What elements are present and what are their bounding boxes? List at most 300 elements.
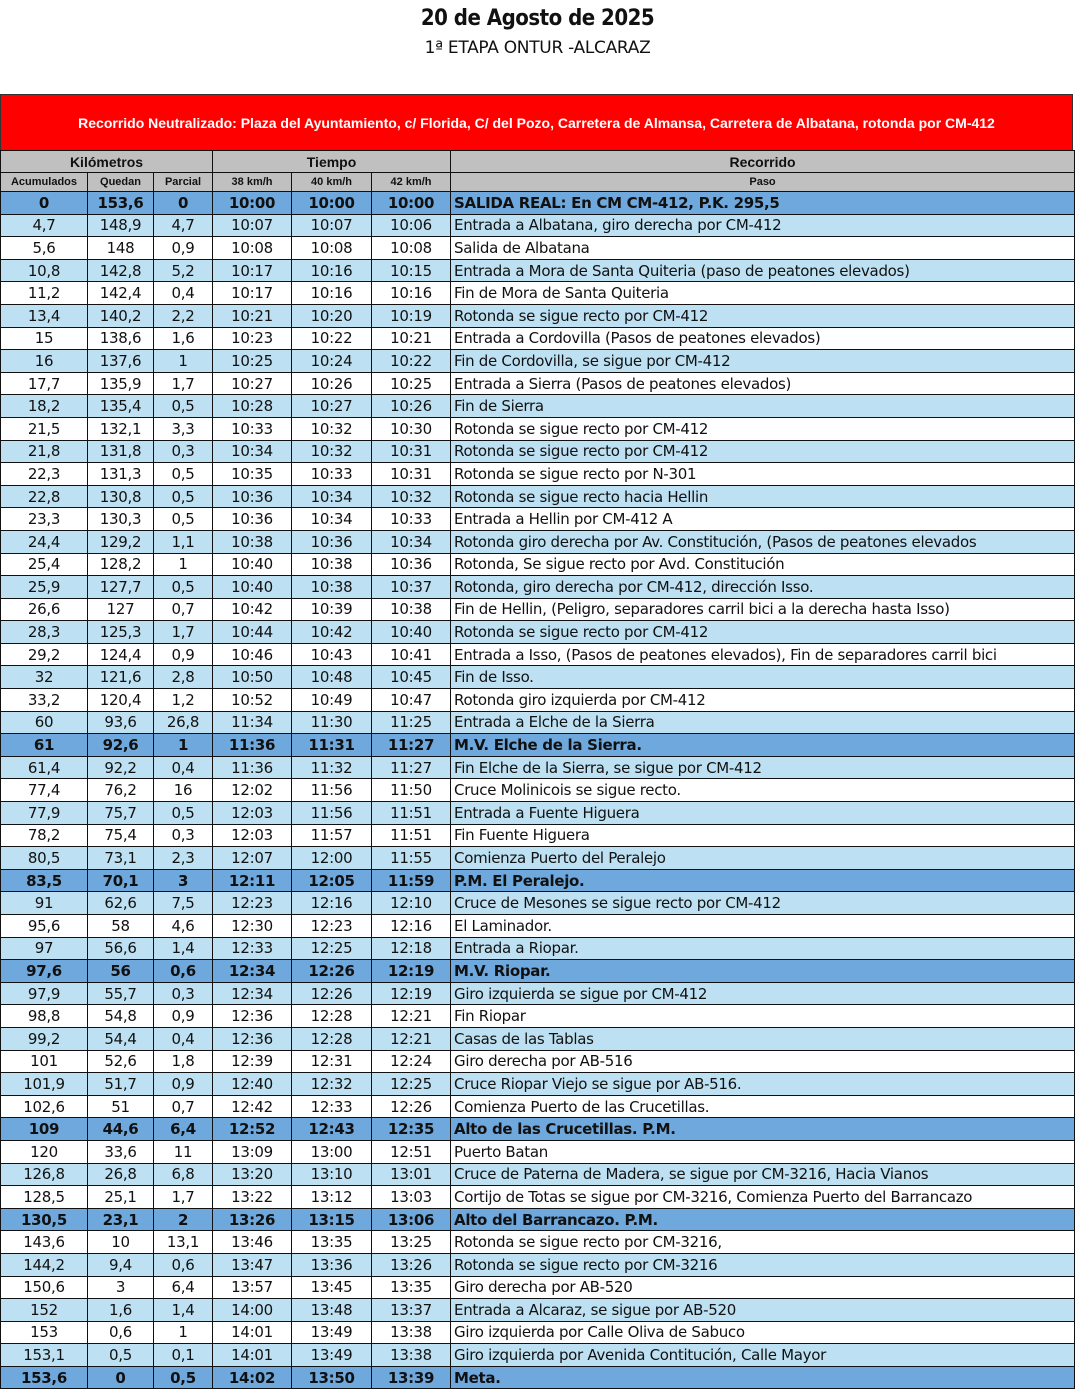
time-38kmh-cell: 10:07 xyxy=(213,214,292,237)
time-38kmh-cell: 13:57 xyxy=(213,1276,292,1299)
km-parcial-cell: 0,5 xyxy=(154,1366,213,1389)
time-40kmh-cell: 10:16 xyxy=(292,259,372,282)
time-38kmh-cell: 12:23 xyxy=(213,892,292,915)
km-quedan-cell: 0 xyxy=(88,1366,154,1389)
paso-description-cell: Rotonda se sigue recto por CM-3216, xyxy=(451,1231,1075,1254)
km-parcial-cell: 0,5 xyxy=(154,463,213,486)
paso-description-cell: Entrada a Hellin por CM-412 A xyxy=(451,508,1075,531)
km-acumulados-cell: 91 xyxy=(1,892,88,915)
time-42kmh-cell: 11:51 xyxy=(372,802,451,825)
km-acumulados-cell: 78,2 xyxy=(1,824,88,847)
column-header-acumulados: Acumulados xyxy=(1,173,88,192)
time-40kmh-cell: 12:28 xyxy=(292,1027,372,1050)
time-42kmh-cell: 11:55 xyxy=(372,847,451,870)
km-acumulados-cell: 97,9 xyxy=(1,982,88,1005)
time-40kmh-cell: 10:34 xyxy=(292,508,372,531)
paso-description-cell: SALIDA REAL: En CM CM-412, P.K. 295,5 xyxy=(451,192,1075,215)
table-row xyxy=(1,440,1075,463)
paso-description-cell: Comienza Puerto de las Crucetillas. xyxy=(451,1095,1075,1118)
table-row xyxy=(1,666,1075,689)
table-row xyxy=(1,327,1075,350)
table-row-highlight xyxy=(1,960,1075,983)
time-38kmh-cell: 10:42 xyxy=(213,598,292,621)
time-38kmh-cell: 10:28 xyxy=(213,395,292,418)
time-38kmh-cell: 14:01 xyxy=(213,1321,292,1344)
time-40kmh-cell: 10:16 xyxy=(292,282,372,305)
km-quedan-cell: 58 xyxy=(88,915,154,938)
km-acumulados-cell: 98,8 xyxy=(1,1005,88,1028)
time-40kmh-cell: 13:49 xyxy=(292,1321,372,1344)
paso-description-cell: Fin de Mora de Santa Quiteria xyxy=(451,282,1075,305)
paso-description-cell: Cruce de Paterna de Madera, se sigue por CM-3216, Hacia Vianos xyxy=(451,1163,1075,1186)
km-acumulados-cell: 144,2 xyxy=(1,1253,88,1276)
time-42kmh-cell: 10:31 xyxy=(372,463,451,486)
time-42kmh-cell: 10:38 xyxy=(372,598,451,621)
km-quedan-cell: 92,6 xyxy=(88,734,154,757)
km-acumulados-cell: 10,8 xyxy=(1,259,88,282)
time-40kmh-cell: 12:43 xyxy=(292,1118,372,1141)
time-38kmh-cell: 10:27 xyxy=(213,372,292,395)
km-acumulados-cell: 95,6 xyxy=(1,915,88,938)
table-row xyxy=(1,689,1075,712)
paso-description-cell: Entrada a Elche de la Sierra xyxy=(451,711,1075,734)
paso-description-cell: Cruce Molinicois se sigue recto. xyxy=(451,779,1075,802)
km-acumulados-cell: 150,6 xyxy=(1,1276,88,1299)
km-quedan-cell: 135,9 xyxy=(88,372,154,395)
km-quedan-cell: 44,6 xyxy=(88,1118,154,1141)
route-table-body xyxy=(1,192,1075,1389)
time-40kmh-cell: 11:30 xyxy=(292,711,372,734)
table-row xyxy=(1,643,1075,666)
time-40kmh-cell: 10:48 xyxy=(292,666,372,689)
time-40kmh-cell: 12:28 xyxy=(292,1005,372,1028)
table-row xyxy=(1,1344,1075,1367)
table-row xyxy=(1,802,1075,825)
km-acumulados-cell: 16 xyxy=(1,350,88,373)
km-acumulados-cell: 102,6 xyxy=(1,1095,88,1118)
route-table xyxy=(0,150,1075,1389)
column-header-paso: Paso xyxy=(451,173,1075,192)
time-38kmh-cell: 11:36 xyxy=(213,756,292,779)
km-parcial-cell: 1,7 xyxy=(154,1186,213,1209)
time-40kmh-cell: 13:50 xyxy=(292,1366,372,1389)
paso-description-cell: Rotonda se sigue recto por CM-412 xyxy=(451,304,1075,327)
time-42kmh-cell: 12:26 xyxy=(372,1095,451,1118)
km-parcial-cell: 0,9 xyxy=(154,643,213,666)
km-parcial-cell: 1 xyxy=(154,734,213,757)
time-42kmh-cell: 10:15 xyxy=(372,259,451,282)
column-header-parcial: Parcial xyxy=(154,173,213,192)
time-40kmh-cell: 10:08 xyxy=(292,237,372,260)
paso-description-cell: Entrada a Fuente Higuera xyxy=(451,802,1075,825)
time-38kmh-cell: 10:40 xyxy=(213,576,292,599)
time-40kmh-cell: 10:49 xyxy=(292,689,372,712)
km-parcial-cell: 4,6 xyxy=(154,915,213,938)
km-parcial-cell: 1,4 xyxy=(154,937,213,960)
km-acumulados-cell: 143,6 xyxy=(1,1231,88,1254)
time-38kmh-cell: 10:36 xyxy=(213,485,292,508)
time-42kmh-cell: 12:21 xyxy=(372,1005,451,1028)
time-40kmh-cell: 12:26 xyxy=(292,982,372,1005)
time-40kmh-cell: 12:25 xyxy=(292,937,372,960)
km-acumulados-cell: 152 xyxy=(1,1299,88,1322)
km-quedan-cell: 55,7 xyxy=(88,982,154,1005)
km-acumulados-cell: 25,4 xyxy=(1,553,88,576)
paso-description-cell: Entrada a Sierra (Pasos de peatones elevados) xyxy=(451,372,1075,395)
km-parcial-cell: 1,6 xyxy=(154,327,213,350)
time-38kmh-cell: 10:35 xyxy=(213,463,292,486)
table-row xyxy=(1,372,1075,395)
km-parcial-cell: 11 xyxy=(154,1140,213,1163)
table-row xyxy=(1,304,1075,327)
time-38kmh-cell: 10:46 xyxy=(213,643,292,666)
km-parcial-cell: 0,6 xyxy=(154,1253,213,1276)
km-acumulados-cell: 101,9 xyxy=(1,1073,88,1096)
table-row xyxy=(1,530,1075,553)
time-40kmh-cell: 13:12 xyxy=(292,1186,372,1209)
time-38kmh-cell: 12:33 xyxy=(213,937,292,960)
time-38kmh-cell: 10:38 xyxy=(213,530,292,553)
group-header-tiempo: Tiempo xyxy=(213,151,451,173)
time-38kmh-cell: 10:36 xyxy=(213,508,292,531)
time-42kmh-cell: 12:35 xyxy=(372,1118,451,1141)
time-40kmh-cell: 10:24 xyxy=(292,350,372,373)
paso-description-cell: Entrada a Riopar. xyxy=(451,937,1075,960)
time-42kmh-cell: 13:25 xyxy=(372,1231,451,1254)
km-quedan-cell: 130,3 xyxy=(88,508,154,531)
time-38kmh-cell: 10:44 xyxy=(213,621,292,644)
time-38kmh-cell: 11:34 xyxy=(213,711,292,734)
time-38kmh-cell: 12:36 xyxy=(213,1005,292,1028)
time-38kmh-cell: 10:34 xyxy=(213,440,292,463)
time-42kmh-cell: 13:03 xyxy=(372,1186,451,1209)
paso-description-cell: Fin de Cordovilla, se sigue por CM-412 xyxy=(451,350,1075,373)
time-40kmh-cell: 13:15 xyxy=(292,1208,372,1231)
time-40kmh-cell: 10:38 xyxy=(292,553,372,576)
km-quedan-cell: 131,8 xyxy=(88,440,154,463)
km-acumulados-cell: 23,3 xyxy=(1,508,88,531)
km-quedan-cell: 129,2 xyxy=(88,530,154,553)
km-acumulados-cell: 21,8 xyxy=(1,440,88,463)
km-parcial-cell: 0,7 xyxy=(154,598,213,621)
km-quedan-cell: 56 xyxy=(88,960,154,983)
time-42kmh-cell: 12:10 xyxy=(372,892,451,915)
group-header-kilometros: Kilómetros xyxy=(1,151,213,173)
time-42kmh-cell: 13:38 xyxy=(372,1321,451,1344)
time-38kmh-cell: 10:23 xyxy=(213,327,292,350)
km-quedan-cell: 51,7 xyxy=(88,1073,154,1096)
km-parcial-cell: 3,3 xyxy=(154,417,213,440)
km-acumulados-cell: 33,2 xyxy=(1,689,88,712)
table-row-highlight xyxy=(1,1208,1075,1231)
km-quedan-cell: 3 xyxy=(88,1276,154,1299)
table-row xyxy=(1,1299,1075,1322)
km-acumulados-cell: 24,4 xyxy=(1,530,88,553)
table-row xyxy=(1,214,1075,237)
km-parcial-cell: 5,2 xyxy=(154,259,213,282)
time-38kmh-cell: 13:46 xyxy=(213,1231,292,1254)
time-38kmh-cell: 10:50 xyxy=(213,666,292,689)
table-row xyxy=(1,982,1075,1005)
time-40kmh-cell: 12:00 xyxy=(292,847,372,870)
km-acumulados-cell: 4,7 xyxy=(1,214,88,237)
km-parcial-cell: 13,1 xyxy=(154,1231,213,1254)
km-parcial-cell: 0,4 xyxy=(154,756,213,779)
km-parcial-cell: 0,5 xyxy=(154,508,213,531)
table-row xyxy=(1,824,1075,847)
table-row xyxy=(1,1050,1075,1073)
km-quedan-cell: 132,1 xyxy=(88,417,154,440)
time-38kmh-cell: 12:42 xyxy=(213,1095,292,1118)
time-42kmh-cell: 10:08 xyxy=(372,237,451,260)
time-42kmh-cell: 10:30 xyxy=(372,417,451,440)
km-quedan-cell: 1,6 xyxy=(88,1299,154,1322)
time-38kmh-cell: 13:09 xyxy=(213,1140,292,1163)
table-row-highlight xyxy=(1,1118,1075,1141)
km-quedan-cell: 75,4 xyxy=(88,824,154,847)
km-quedan-cell: 70,1 xyxy=(88,869,154,892)
km-quedan-cell: 127 xyxy=(88,598,154,621)
km-quedan-cell: 148 xyxy=(88,237,154,260)
km-quedan-cell: 127,7 xyxy=(88,576,154,599)
time-42kmh-cell: 10:45 xyxy=(372,666,451,689)
table-row xyxy=(1,847,1075,870)
time-40kmh-cell: 10:39 xyxy=(292,598,372,621)
km-acumulados-cell: 99,2 xyxy=(1,1027,88,1050)
km-acumulados-cell: 153,1 xyxy=(1,1344,88,1367)
table-row xyxy=(1,553,1075,576)
time-40kmh-cell: 11:56 xyxy=(292,779,372,802)
km-acumulados-cell: 97,6 xyxy=(1,960,88,983)
time-42kmh-cell: 11:27 xyxy=(372,734,451,757)
table-row xyxy=(1,1231,1075,1254)
paso-description-cell: Entrada a Alcaraz, se sigue por AB-520 xyxy=(451,1299,1075,1322)
km-parcial-cell: 1 xyxy=(154,1321,213,1344)
time-42kmh-cell: 13:39 xyxy=(372,1366,451,1389)
paso-description-cell: Rotonda se sigue recto hacia Hellin xyxy=(451,485,1075,508)
time-38kmh-cell: 12:03 xyxy=(213,824,292,847)
km-quedan-cell: 93,6 xyxy=(88,711,154,734)
km-parcial-cell: 1,8 xyxy=(154,1050,213,1073)
time-38kmh-cell: 14:00 xyxy=(213,1299,292,1322)
time-42kmh-cell: 10:22 xyxy=(372,350,451,373)
km-acumulados-cell: 11,2 xyxy=(1,282,88,305)
time-38kmh-cell: 10:17 xyxy=(213,282,292,305)
paso-description-cell: Cruce Riopar Viejo se sigue por AB-516. xyxy=(451,1073,1075,1096)
km-acumulados-cell: 21,5 xyxy=(1,417,88,440)
time-40kmh-cell: 10:34 xyxy=(292,485,372,508)
km-acumulados-cell: 128,5 xyxy=(1,1186,88,1209)
km-acumulados-cell: 0 xyxy=(1,192,88,215)
time-40kmh-cell: 10:38 xyxy=(292,576,372,599)
time-42kmh-cell: 10:16 xyxy=(372,282,451,305)
time-42kmh-cell: 13:01 xyxy=(372,1163,451,1186)
km-acumulados-cell: 32 xyxy=(1,666,88,689)
time-42kmh-cell: 12:21 xyxy=(372,1027,451,1050)
table-row xyxy=(1,282,1075,305)
paso-description-cell: M.V. Riopar. xyxy=(451,960,1075,983)
table-row xyxy=(1,779,1075,802)
time-40kmh-cell: 13:36 xyxy=(292,1253,372,1276)
km-quedan-cell: 26,8 xyxy=(88,1163,154,1186)
km-parcial-cell: 0,3 xyxy=(154,982,213,1005)
time-40kmh-cell: 12:33 xyxy=(292,1095,372,1118)
paso-description-cell: Fin de Hellin, (Peligro, separadores carril bici a la derecha hasta Isso) xyxy=(451,598,1075,621)
page-title: 20 de Agosto de 2025 xyxy=(420,6,655,31)
time-38kmh-cell: 13:26 xyxy=(213,1208,292,1231)
time-40kmh-cell: 13:00 xyxy=(292,1140,372,1163)
km-quedan-cell: 75,7 xyxy=(88,802,154,825)
time-40kmh-cell: 11:57 xyxy=(292,824,372,847)
km-acumulados-cell: 61,4 xyxy=(1,756,88,779)
column-header-42kmh: 42 km/h xyxy=(372,173,451,192)
time-38kmh-cell: 10:08 xyxy=(213,237,292,260)
time-42kmh-cell: 12:19 xyxy=(372,982,451,1005)
column-header-40kmh: 40 km/h xyxy=(292,173,372,192)
km-acumulados-cell: 61 xyxy=(1,734,88,757)
paso-description-cell: Casas de las Tablas xyxy=(451,1027,1075,1050)
table-row xyxy=(1,1253,1075,1276)
neutralized-route-banner: Recorrido Neutralizado: Plaza del Ayuntamiento, c/ Florida, C/ del Pozo, Carretera de Almansa, Carretera de Albatana, rotonda por CM-412 xyxy=(0,94,1073,151)
time-38kmh-cell: 12:40 xyxy=(213,1073,292,1096)
km-parcial-cell: 2 xyxy=(154,1208,213,1231)
table-row xyxy=(1,576,1075,599)
km-quedan-cell: 51 xyxy=(88,1095,154,1118)
table-row xyxy=(1,915,1075,938)
time-38kmh-cell: 11:36 xyxy=(213,734,292,757)
km-parcial-cell: 0,5 xyxy=(154,485,213,508)
km-parcial-cell: 0,9 xyxy=(154,1005,213,1028)
km-parcial-cell: 0,4 xyxy=(154,1027,213,1050)
time-38kmh-cell: 10:17 xyxy=(213,259,292,282)
km-quedan-cell: 54,4 xyxy=(88,1027,154,1050)
time-40kmh-cell: 11:56 xyxy=(292,802,372,825)
table-row xyxy=(1,237,1075,260)
km-parcial-cell: 26,8 xyxy=(154,711,213,734)
km-acumulados-cell: 60 xyxy=(1,711,88,734)
time-38kmh-cell: 12:30 xyxy=(213,915,292,938)
table-row xyxy=(1,508,1075,531)
time-40kmh-cell: 10:20 xyxy=(292,304,372,327)
time-40kmh-cell: 13:48 xyxy=(292,1299,372,1322)
time-40kmh-cell: 10:22 xyxy=(292,327,372,350)
column-header-quedan: Quedan xyxy=(88,173,154,192)
paso-description-cell: Giro derecha por AB-516 xyxy=(451,1050,1075,1073)
table-row xyxy=(1,1276,1075,1299)
table-row xyxy=(1,259,1075,282)
km-parcial-cell: 6,4 xyxy=(154,1118,213,1141)
km-quedan-cell: 125,3 xyxy=(88,621,154,644)
km-quedan-cell: 131,3 xyxy=(88,463,154,486)
paso-description-cell: Giro derecha por AB-520 xyxy=(451,1276,1075,1299)
table-row xyxy=(1,1321,1075,1344)
time-38kmh-cell: 10:40 xyxy=(213,553,292,576)
km-quedan-cell: 54,8 xyxy=(88,1005,154,1028)
time-40kmh-cell: 10:27 xyxy=(292,395,372,418)
km-acumulados-cell: 80,5 xyxy=(1,847,88,870)
time-42kmh-cell: 11:25 xyxy=(372,711,451,734)
paso-description-cell: Alto del Barrancazo. P.M. xyxy=(451,1208,1075,1231)
table-row-highlight xyxy=(1,869,1075,892)
time-42kmh-cell: 10:40 xyxy=(372,621,451,644)
km-acumulados-cell: 153 xyxy=(1,1321,88,1344)
paso-description-cell: Rotonda se sigue recto por N-301 xyxy=(451,463,1075,486)
time-42kmh-cell: 10:25 xyxy=(372,372,451,395)
km-parcial-cell: 1,1 xyxy=(154,530,213,553)
table-row xyxy=(1,598,1075,621)
km-acumulados-cell: 83,5 xyxy=(1,869,88,892)
km-quedan-cell: 52,6 xyxy=(88,1050,154,1073)
km-quedan-cell: 0,6 xyxy=(88,1321,154,1344)
km-acumulados-cell: 153,6 xyxy=(1,1366,88,1389)
time-38kmh-cell: 10:21 xyxy=(213,304,292,327)
paso-description-cell: Cortijo de Totas se sigue por CM-3216, Comienza Puerto del Barrancazo xyxy=(451,1186,1075,1209)
column-header-38kmh: 38 km/h xyxy=(213,173,292,192)
km-parcial-cell: 1,7 xyxy=(154,621,213,644)
paso-description-cell: El Laminador. xyxy=(451,915,1075,938)
km-parcial-cell: 0,3 xyxy=(154,440,213,463)
paso-description-cell: Fin Riopar xyxy=(451,1005,1075,1028)
time-40kmh-cell: 11:31 xyxy=(292,734,372,757)
paso-description-cell: Puerto Batan xyxy=(451,1140,1075,1163)
km-acumulados-cell: 22,3 xyxy=(1,463,88,486)
time-42kmh-cell: 13:38 xyxy=(372,1344,451,1367)
time-42kmh-cell: 12:18 xyxy=(372,937,451,960)
paso-description-cell: Cruce de Mesones se sigue recto por CM-412 xyxy=(451,892,1075,915)
time-38kmh-cell: 12:11 xyxy=(213,869,292,892)
paso-description-cell: Fin Elche de la Sierra, se sigue por CM-412 xyxy=(451,756,1075,779)
time-42kmh-cell: 12:19 xyxy=(372,960,451,983)
paso-description-cell: Comienza Puerto del Peralejo xyxy=(451,847,1075,870)
km-acumulados-cell: 29,2 xyxy=(1,643,88,666)
table-row xyxy=(1,1027,1075,1050)
km-parcial-cell: 4,7 xyxy=(154,214,213,237)
time-38kmh-cell: 12:03 xyxy=(213,802,292,825)
km-quedan-cell: 142,8 xyxy=(88,259,154,282)
km-quedan-cell: 124,4 xyxy=(88,643,154,666)
km-acumulados-cell: 17,7 xyxy=(1,372,88,395)
km-parcial-cell: 1,2 xyxy=(154,689,213,712)
time-40kmh-cell: 10:42 xyxy=(292,621,372,644)
km-quedan-cell: 121,6 xyxy=(88,666,154,689)
time-42kmh-cell: 10:33 xyxy=(372,508,451,531)
table-row xyxy=(1,711,1075,734)
time-40kmh-cell: 10:32 xyxy=(292,417,372,440)
paso-description-cell: Entrada a Albatana, giro derecha por CM-412 xyxy=(451,214,1075,237)
time-42kmh-cell: 10:37 xyxy=(372,576,451,599)
km-parcial-cell: 7,5 xyxy=(154,892,213,915)
km-quedan-cell: 73,1 xyxy=(88,847,154,870)
paso-description-cell: Giro izquierda por Calle Oliva de Sabuco xyxy=(451,1321,1075,1344)
paso-description-cell: Entrada a Cordovilla (Pasos de peatones elevados) xyxy=(451,327,1075,350)
time-42kmh-cell: 10:06 xyxy=(372,214,451,237)
time-38kmh-cell: 12:52 xyxy=(213,1118,292,1141)
time-38kmh-cell: 14:01 xyxy=(213,1344,292,1367)
time-40kmh-cell: 12:16 xyxy=(292,892,372,915)
km-parcial-cell: 6,4 xyxy=(154,1276,213,1299)
paso-description-cell: Entrada a Mora de Santa Quiteria (paso de peatones elevados) xyxy=(451,259,1075,282)
time-42kmh-cell: 10:19 xyxy=(372,304,451,327)
km-acumulados-cell: 130,5 xyxy=(1,1208,88,1231)
km-parcial-cell: 0,6 xyxy=(154,960,213,983)
km-quedan-cell: 120,4 xyxy=(88,689,154,712)
time-40kmh-cell: 10:43 xyxy=(292,643,372,666)
paso-description-cell: Alto de las Crucetillas. P.M. xyxy=(451,1118,1075,1141)
time-40kmh-cell: 10:33 xyxy=(292,463,372,486)
time-42kmh-cell: 11:59 xyxy=(372,869,451,892)
km-quedan-cell: 148,9 xyxy=(88,214,154,237)
km-quedan-cell: 130,8 xyxy=(88,485,154,508)
